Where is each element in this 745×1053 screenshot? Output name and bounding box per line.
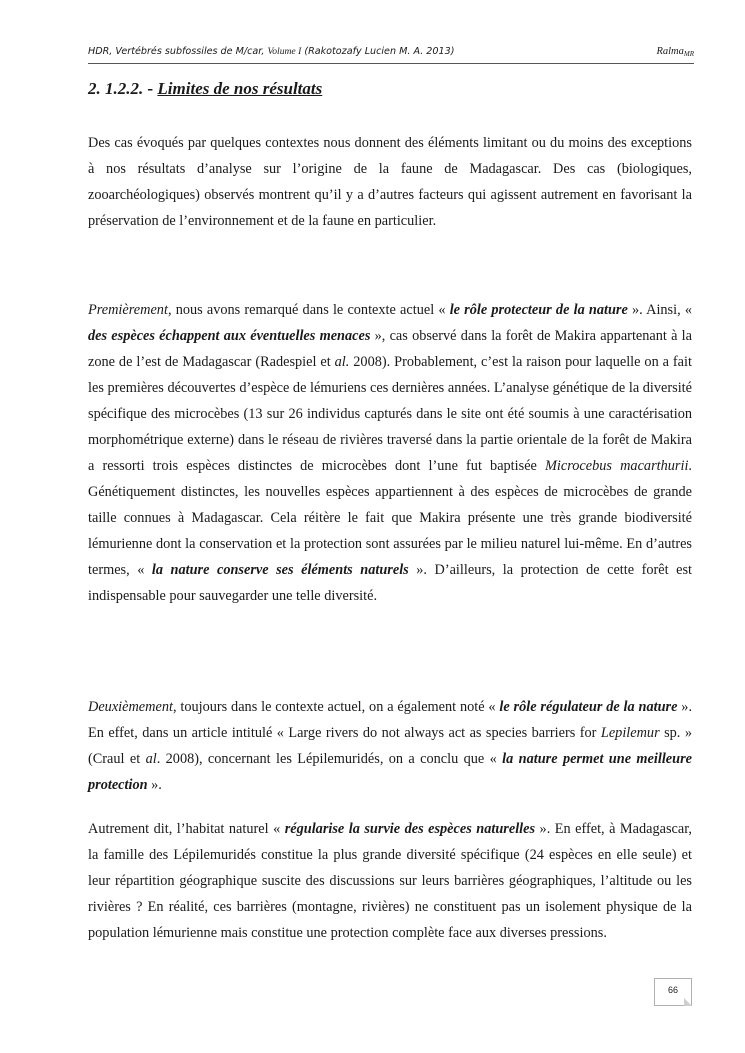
emphasis: des espèces échappent aux éventuelles menaces xyxy=(88,328,371,344)
text-span: . 2008), concernant les Lépilemuridés, on a conclu que « xyxy=(156,751,503,767)
paragraph-deuxiemement xyxy=(88,694,692,798)
paragraph-intro: Des cas évoqués par quelques contextes nous donnent des éléments limitant ou du moins des exceptions à nos résultats d’analyse sur l’origine de la faune de Madagascar. Des cas (biologiques, zooarchéologiques) observés montrent qu’il y a d’autres facteurs qui agissent autrement en favorisant la préservation de l’environnement et de la faune en particulier. xyxy=(88,135,692,229)
text-span: ». En effet, dans un article intitulé « Large rivers do not always act as species barriers for xyxy=(88,699,693,741)
header-signature-sub: MR xyxy=(683,50,694,58)
text-span: , nous avons remarqué dans le contexte actuel « xyxy=(167,302,450,318)
text-span: Autrement dit, l’habitat naturel « xyxy=(88,821,285,837)
header-left xyxy=(88,46,454,57)
emphasis: la nature conserve ses éléments naturels xyxy=(151,562,409,578)
header-title: HDR, Vertébrés subfossiles de M/car, xyxy=(88,46,268,57)
text-span: al xyxy=(145,751,157,767)
emphasis: la nature permet une meilleure protection xyxy=(88,751,693,793)
section-title xyxy=(88,79,322,99)
paragraph-autrement xyxy=(88,816,692,946)
header-signature: Ralma xyxy=(656,46,684,57)
text-span: al. xyxy=(334,354,350,370)
page-curl-icon xyxy=(684,998,692,1006)
species-name: Lepilemur xyxy=(600,725,660,741)
header-divider xyxy=(88,63,694,64)
header-volume: Volume I xyxy=(267,46,302,57)
text-span: Premièrement xyxy=(88,302,168,318)
text-span: Deuxièmement xyxy=(88,699,173,715)
text-span: . Génétiquement distinctes, les nouvelles espèces appartiennent à des espèces de microcèbes de grande taille connues à Madagascar. Cela réitère le fait que Makira présente une très grande biodiversité lémurienne dont la conservation et la protection sont assurées par le milieu naturel lui-même. En d’autres termes, « xyxy=(88,458,692,578)
species-name: Microcebus macarthurii xyxy=(545,458,689,474)
section-number: 2. 1.2.2. - xyxy=(88,79,158,98)
text-span: ». Ainsi, « xyxy=(627,302,692,318)
emphasis: le rôle régulateur de la nature xyxy=(499,699,678,715)
text-span: ». xyxy=(147,777,162,793)
running-header xyxy=(88,46,694,64)
text-span: ». D’ailleurs, la protection de cette forêt est indispensable pour sauvegarder une telle diversité. xyxy=(88,562,693,604)
text-span: », cas observé dans la forêt de Makira appartenant à la zone de l’est de Madagascar (Radespiel et xyxy=(88,328,692,370)
text-span: sp. » (Craul et xyxy=(88,725,692,767)
header-right xyxy=(656,46,694,58)
section-heading: Limites de nos résultats xyxy=(157,79,323,98)
text-span: ». En effet, à Madagascar, la famille des Lépilemuridés constitue la plus grande diversité spécifique (24 espèces en elle seule) et leur répartition géographique suscite des discussions sur leurs barrières géographiques, l’altitude ou les rivières ? En réalité, ces barrières (montagne, rivières) ne constituent pas un isolement physique de la population lémurienne mais constitue une protection complète face aux diverses pressions. xyxy=(88,821,692,941)
paragraph-premierement xyxy=(88,297,692,609)
text-span: , toujours dans le contexte actuel, on a également noté « xyxy=(172,699,500,715)
text-span: 2008). Probablement, c’est la raison pour laquelle on a fait les premières découvertes d’espèce de lémuriens ces dernières années. L’analyse génétique de la diversité spécifique des microcèbes (13 sur 26 individus capturés dans le site ont été soumis à une caractérisation morphométrique externe) dans le réseau de rivières traversé dans la partie orientale de la forêt de Makira a ressorti trois espèces distinctes de microcèbes dont l’une fut baptisée xyxy=(88,354,692,474)
page-number-box xyxy=(654,978,692,1006)
page-number: 66 xyxy=(667,985,678,995)
emphasis: régularise la survie des espèces naturelles xyxy=(284,821,536,837)
header-author: (Rakotozafy Lucien M. A. 2013) xyxy=(301,46,455,57)
emphasis: le rôle protecteur de la nature xyxy=(449,302,628,318)
